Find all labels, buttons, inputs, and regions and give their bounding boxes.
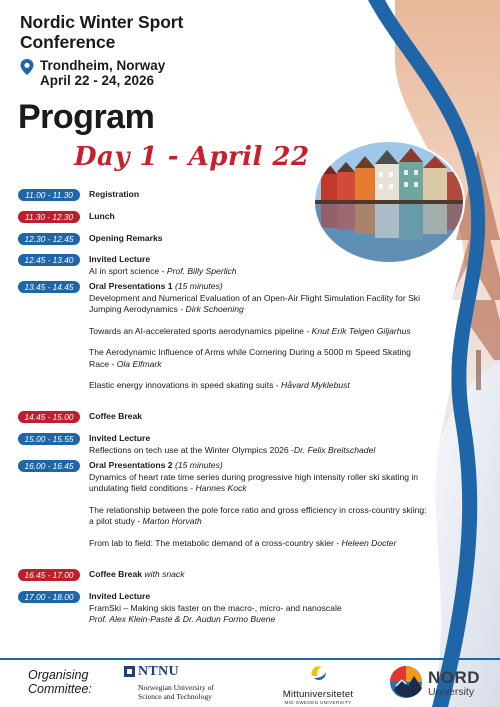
speaker: Knut Erik Teigen Giljarhus [311, 325, 411, 336]
talk-title: Dynamics of heart rate time series during progressive high intensity roller ski skating in undulating field conditions [89, 471, 419, 493]
speaker: Prof. Alex Klein-Paste & Dr. Audun Formo Buene [89, 614, 276, 624]
location-block [20, 58, 280, 88]
footer-divider [0, 658, 500, 660]
time-badge: 11.30 - 12.30 [18, 211, 80, 223]
entry-title: Lunch [89, 211, 115, 221]
talk-title: Elastic energy innovations in speed skating suits [89, 380, 274, 390]
entry-subtitle: with snack [144, 569, 185, 579]
time-badge: 16.45 - 17.00 [18, 569, 80, 581]
schedule-entry [89, 211, 429, 223]
speaker: Håvard Myklebust [281, 380, 350, 390]
time-badge: 13.45 - 14.45 [18, 281, 80, 293]
schedule-entry [89, 591, 429, 626]
trondheim-wharf-photo [313, 140, 465, 264]
schedule-entry [89, 233, 429, 245]
nord-emblem-icon [388, 664, 424, 700]
entry-subtitle: (15 minutes) [174, 460, 223, 470]
speaker: Hannes Kock [195, 483, 247, 493]
talk-title: FramSki – Making skis faster on the macro-, micro- and nanoscale [89, 602, 342, 613]
talk-title: Development and Numerical Evaluation of an Open-Air Flight Simulation Facility for Ski Jumping Aerodynamics [89, 292, 421, 314]
speaker: Dr. Felix Breitschadel [293, 444, 376, 455]
nord-sub: University [428, 686, 475, 698]
organising-committee-label [28, 668, 92, 696]
organising-label-line1: Organising [28, 668, 89, 682]
entry-title: Registration [89, 189, 140, 199]
nord-wordmark: NORD [428, 668, 481, 687]
conference-title-line2: Conference [20, 32, 116, 52]
miun-name: Mittuniversitetet [282, 689, 354, 700]
miun-subtitle: MID SWEDEN UNIVERSITY [284, 700, 352, 705]
conference-title: Nordic Winter Sport [20, 12, 184, 32]
day-heading: Day 1 - April 22 [74, 142, 310, 172]
entry-title: Invited Lecture [89, 591, 151, 601]
time-badge: 14.45 - 15.00 [18, 411, 80, 423]
program-heading: Program [18, 98, 155, 136]
ntnu-wordmark: NTNU [138, 664, 179, 679]
organising-label-line2: Committee: [28, 682, 92, 696]
talk-title: Reflections on tech use at the Winter Olympics 2026 [89, 444, 289, 455]
schedule-entry [89, 411, 429, 423]
ntnu-fullname [138, 683, 258, 701]
location-pin-icon [20, 59, 34, 75]
entry-title: Invited Lecture [89, 254, 151, 264]
entry-subtitle: (15 minutes) [174, 281, 223, 291]
schedule-entry: Oral Presentations 2 (15 minutes) Dynamics of heart rate time series during progressive high intensity roller ski skating in undulating field conditions - Hannes Kock The relationship between the pole force ratio and gross efficiency in cross-country skiing: a pilot study - Marton Horvath From lab to field: The metabolic demand of a cross-country skier - Heleen Docter [89, 460, 427, 548]
time-badge: 12.45 - 13.40 [18, 254, 80, 266]
speaker: Heleen Docter [341, 537, 397, 548]
entry-title: Coffee Break [89, 569, 143, 579]
schedule-entry: Invited Lecture Reflections on tech use at the Winter Olympics 2026 -Dr. Felix Breitschadel [89, 433, 376, 455]
miun-emblem-icon [308, 664, 328, 684]
entry-title: Invited Lecture [89, 433, 151, 443]
entry-title: Coffee Break [89, 411, 143, 421]
talk-title: Towards an AI-accelerated sports aerodynamics pipeline [89, 325, 304, 336]
talk-title: From lab to field: The metabolic demand of a cross-country skier [89, 537, 334, 548]
speaker: Ola Elfmark [116, 358, 162, 369]
time-badge: 16.00 - 16.45 [18, 460, 80, 472]
ntnu-fullname-line1: Norwegian University of [138, 683, 214, 692]
nord-university-logo [388, 664, 481, 705]
schedule-entry: Oral Presentations 1 (15 minutes) Development and Numerical Evaluation of an Open-Air Flight Simulation Facility for Ski Jumping Aerodynamics - Dirk Schoening Towards an AI-accelerated sports aerodynamics pipeline - Knut Erik Teigen Giljarhus The Aerodynamic Influence of Arms while Cornering During a 5000 m Speed Skating Race - Ola Elfmark Elastic energy innovations in speed skating suits - Håvard Myklebust [89, 281, 421, 390]
schedule-entry: Invited Lecture AI in sport science - Prof. Billy Sperlich [89, 254, 237, 276]
speaker: Prof. Billy Sperlich [166, 265, 237, 276]
talk-title: The Aerodynamic Influence of Arms while Cornering During a 5000 m Speed Skating Race [89, 347, 411, 369]
time-badge: 12.30 - 12.45 [18, 233, 80, 245]
organising-committee-footer [0, 658, 500, 707]
schedule-entry [89, 189, 429, 201]
ntnu-fullname-line2: Science and Technology [138, 692, 212, 701]
ntnu-emblem-icon [124, 666, 135, 677]
time-badge: 15.00 - 15.55 [18, 433, 80, 445]
speaker: Dirk Schoening [185, 304, 244, 314]
schedule-entry [89, 569, 429, 581]
mittuniversitetet-logo [270, 664, 366, 705]
entry-title: Oral Presentations 1 [89, 281, 173, 291]
time-badge: 11.00 - 11.30 [18, 189, 80, 201]
entry-title: Opening Remarks [89, 233, 163, 243]
talk-title: AI in sport science [89, 265, 160, 276]
talk-title: The relationship between the pole force ratio and gross efficiency in cross-country skiing: a pilot study [89, 504, 427, 526]
time-badge: 17.00 - 18.00 [18, 591, 80, 603]
speaker: Marton Horvath [142, 516, 202, 526]
conference-dates: April 22 - 24, 2026 [40, 73, 155, 88]
conference-header [20, 12, 280, 88]
entry-title: Oral Presentations 2 [89, 460, 173, 470]
location-text: Trondheim, Norway [40, 58, 166, 73]
